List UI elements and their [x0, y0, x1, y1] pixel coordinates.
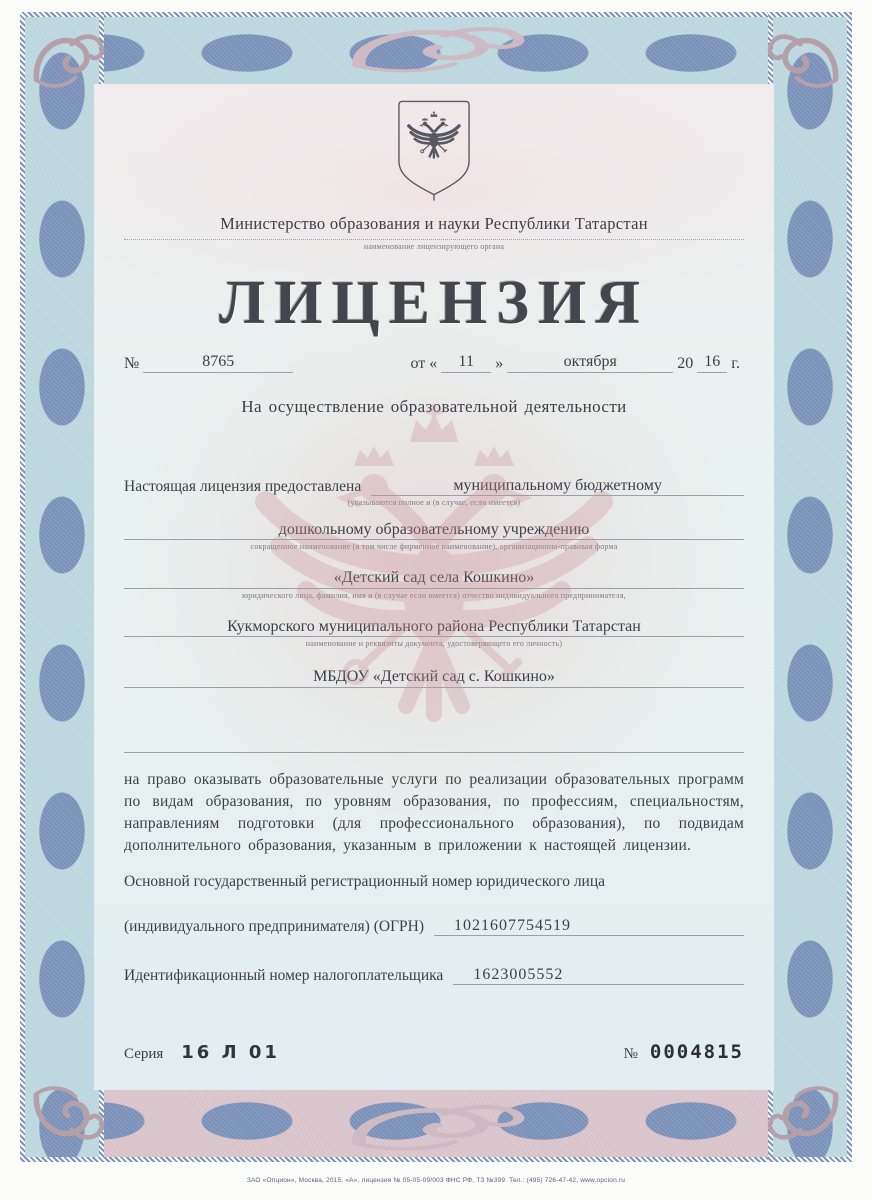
org-name-field — [124, 569, 744, 599]
date-year-suffix: г. — [731, 354, 740, 372]
org-type-value: дошкольному образовательному учреждению — [278, 520, 590, 538]
license-number-field — [143, 353, 293, 372]
granted-field — [124, 477, 744, 496]
org-name-caption: юридического лица, фамилия, имя и (в случае если имеется) отчество индивидуального предпринимателя, — [242, 590, 626, 600]
series-label: Серия — [124, 1046, 164, 1063]
date-month-field — [507, 353, 673, 372]
printer-imprint: ЗАО «Опцион», Москва, 2015, «А», лицензия № 05-05-09/003 ФНС РФ, ТЗ №399. Тел.: (495) 726-47-42, www.opcion.ru — [246, 1177, 626, 1184]
license-number-label: № — [124, 354, 140, 372]
form-number-value: 0004815 — [649, 1041, 744, 1064]
license-number-value: 8765 — [202, 353, 235, 371]
border-right — [768, 12, 852, 1162]
inn-field — [124, 966, 744, 985]
scroll-flourish-icon — [341, 1096, 531, 1156]
divider — [124, 239, 744, 240]
org-type-caption: сокращенное наименование (в том числе фирменное наименование), организационно-правовая форма — [250, 542, 618, 552]
ogrn-line — [434, 917, 744, 936]
border-left — [20, 12, 104, 1162]
document-title: ЛИЦЕНЗИЯ — [219, 269, 649, 337]
licensing-authority-caption: наименование лицензирующего органа — [363, 242, 505, 251]
date-day-field — [441, 353, 491, 372]
org-region-line — [124, 618, 744, 637]
document-subtitle: На осуществление образовательной деятельности — [241, 396, 627, 416]
quote-open: « — [429, 354, 438, 372]
coat-of-arms-icon — [389, 98, 479, 204]
inn-line — [453, 966, 744, 985]
org-short-name-field — [124, 668, 744, 687]
quote-close: » — [495, 354, 504, 372]
ogrn-value: 1021607754519 — [454, 916, 572, 934]
inn-value: 1623005552 — [473, 965, 564, 983]
org-name-value: «Детский сад села Кошкино» — [333, 569, 535, 587]
org-short-name-line — [124, 668, 744, 687]
series-row — [124, 1041, 744, 1063]
granted-caption: (указываются полное и (в случае, если имеется) — [347, 497, 521, 507]
granted-label: Настоящая лицензия предоставлена — [124, 477, 362, 495]
series-group — [124, 1042, 280, 1063]
org-region-field — [124, 618, 744, 648]
org-name-line — [124, 569, 744, 588]
form-number-label: № — [623, 1046, 638, 1063]
date-year-value: 16 — [704, 353, 721, 371]
date-year-field — [697, 353, 727, 372]
blank-line — [124, 738, 744, 753]
document-body — [94, 84, 774, 1090]
rights-paragraph: на право оказывать образовательные услуги по реализации образовательных программ по видам образования, по уровням образования, по профессиям, специальностям, направлениям подготовки (для профессионального образования), по подвидам дополнительного образования, указанным в приложении к настоящей лицензии. — [124, 770, 744, 854]
org-region-caption: наименование и реквизиты документа, удостоверяющего его личность) — [305, 639, 563, 649]
org-type-field — [124, 521, 744, 551]
ogrn-label-line1: Основной государственный регистрационный номер юридического лица — [124, 872, 606, 890]
series-value: 16 Л 01 — [181, 1042, 280, 1064]
org-short-name-value: МБДОУ «Детский сад с. Кошкино» — [313, 668, 555, 686]
date-day-value: 11 — [458, 353, 474, 371]
scroll-flourish-icon — [341, 18, 531, 78]
granted-value: муниципальному бюджетному — [453, 476, 662, 494]
inn-label: Идентификационный номер налогоплательщика — [124, 967, 444, 985]
org-type-line — [124, 521, 744, 540]
date-from-label: от — [410, 354, 426, 372]
ogrn-field — [124, 917, 744, 936]
ogrn-label-line2: (индивидуального предпринимателя) (ОГРН) — [124, 917, 425, 935]
licensing-authority: Министерство образования и науки Республики Татарстан — [220, 214, 648, 233]
number-and-date-row — [124, 353, 744, 372]
granted-line — [371, 477, 744, 496]
org-region-value: Кукморского муниципального района Республики Татарстан — [227, 617, 641, 635]
form-number-group — [624, 1041, 744, 1063]
date-century: 20 — [677, 354, 694, 372]
date-month-value: октября — [563, 353, 617, 371]
